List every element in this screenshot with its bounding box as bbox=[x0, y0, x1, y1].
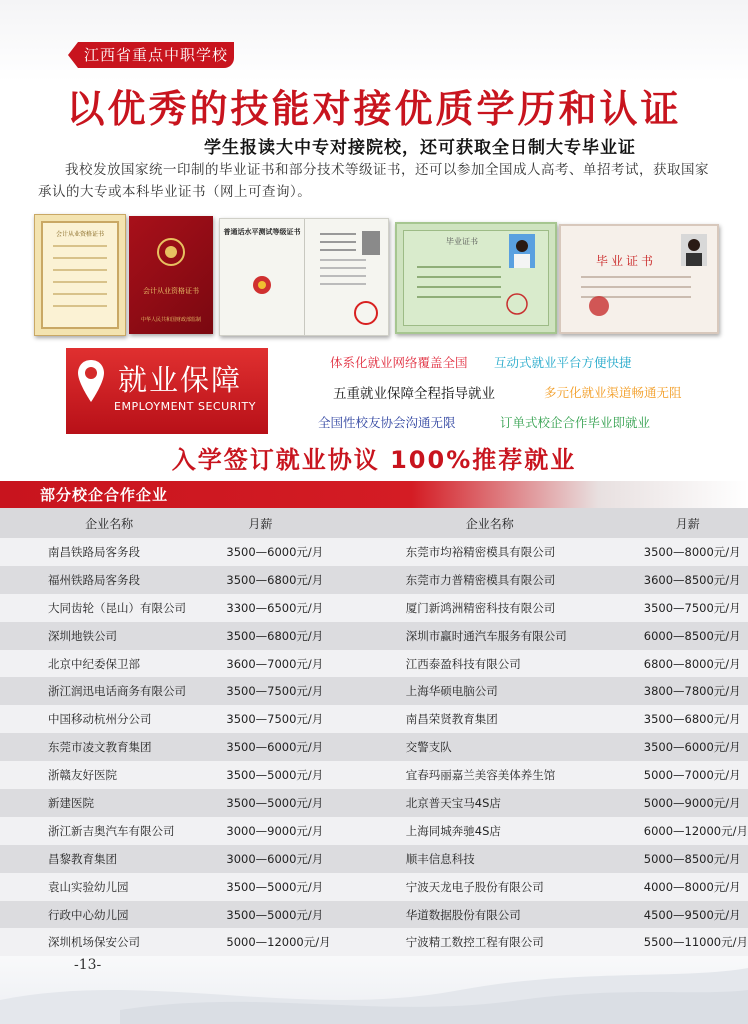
national-emblem-icon bbox=[220, 219, 388, 335]
table-row bbox=[0, 538, 748, 566]
table-row bbox=[0, 705, 748, 733]
certificate-mandarin-title: 普通话水平测试等级证书 bbox=[223, 228, 301, 236]
company-name-cell: 浙江润迅电话商务有限公司 bbox=[0, 677, 218, 705]
salary-cell: 3600—8500元/月 bbox=[636, 566, 748, 594]
company-name-cell: 东莞市均裕精密模具有限公司 bbox=[406, 538, 636, 566]
company-name-cell: 行政中心幼儿园 bbox=[0, 901, 218, 929]
certificate-graduation-green-title: 毕业证书 bbox=[446, 237, 478, 246]
company-name-cell: 厦门新鸿洲精密科技有限公司 bbox=[406, 594, 636, 622]
salary-cell: 3500—5000元/月 bbox=[218, 761, 405, 789]
header-company-name-left: 企业名称 bbox=[0, 508, 218, 538]
company-name-cell: 浙江新吉奥汽车有限公司 bbox=[0, 817, 218, 845]
table-row bbox=[0, 873, 748, 901]
company-name-cell: 福州铁路局客务段 bbox=[0, 566, 218, 594]
salary-cell: 3600—7000元/月 bbox=[218, 650, 405, 678]
partner-companies-table bbox=[0, 508, 748, 956]
table-row bbox=[0, 650, 748, 678]
company-name-cell: 江西泰盈科技有限公司 bbox=[406, 650, 636, 678]
company-name-cell: 浙赣友好医院 bbox=[0, 761, 218, 789]
company-name-cell: 交警支队 bbox=[406, 733, 636, 761]
feature-order-cooperation: 订单式校企合作毕业即就业 bbox=[500, 415, 651, 430]
salary-cell: 3500—5000元/月 bbox=[218, 873, 405, 901]
certificate-vocational-title: 会计从业资格证书 bbox=[55, 231, 104, 238]
salary-cell: 5000—7000元/月 bbox=[636, 761, 748, 789]
salary-cell: 3300—6500元/月 bbox=[218, 594, 405, 622]
salary-cell: 6800—8000元/月 bbox=[636, 650, 748, 678]
company-name-cell: 上海华硕电脑公司 bbox=[406, 677, 636, 705]
company-name-cell: 深圳市赢时通汽车服务有限公司 bbox=[406, 622, 636, 650]
certificate-graduation-red-title: 毕业证书 bbox=[595, 254, 656, 268]
company-name-cell: 大同齿轮（昆山）有限公司 bbox=[0, 594, 218, 622]
company-name-cell: 宁波天龙电子股份有限公司 bbox=[406, 873, 636, 901]
header-salary-right: 月薪 bbox=[636, 508, 748, 538]
salary-cell: 6000—12000元/月 bbox=[636, 817, 748, 845]
salary-cell: 3800—7800元/月 bbox=[636, 677, 748, 705]
certificate-accounting bbox=[129, 216, 213, 334]
certificate-accounting-title: 会计从业资格证书 bbox=[143, 287, 199, 295]
company-name-cell: 深圳地铁公司 bbox=[0, 622, 218, 650]
graduate-photo-icon bbox=[561, 226, 717, 332]
employment-slogan: 入学签订就业协议 100%推荐就业 bbox=[171, 446, 577, 474]
salary-cell: 3500—6800元/月 bbox=[636, 705, 748, 733]
salary-cell: 3000—9000元/月 bbox=[218, 817, 405, 845]
company-name-cell: 宁波精工数控工程有限公司 bbox=[406, 928, 636, 956]
salary-cell: 5000—12000元/月 bbox=[218, 928, 405, 956]
salary-cell: 5000—8500元/月 bbox=[636, 845, 748, 873]
certificate-graduation-red bbox=[559, 224, 719, 334]
header-company-name-right: 企业名称 bbox=[406, 508, 636, 538]
company-name-cell: 深圳机场保安公司 bbox=[0, 928, 218, 956]
employment-title-en: EMPLOYMENT SECURITY bbox=[114, 400, 256, 413]
company-name-cell: 中国移动杭州分公司 bbox=[0, 705, 218, 733]
company-name-cell: 南昌荣贤教育集团 bbox=[406, 705, 636, 733]
certificate-graduation-green bbox=[395, 222, 557, 334]
table-row bbox=[0, 566, 748, 594]
salary-cell: 5000—9000元/月 bbox=[636, 789, 748, 817]
company-name-cell: 新建医院 bbox=[0, 789, 218, 817]
feature-nationwide-network: 体系化就业网络覆盖全国 bbox=[330, 355, 468, 370]
employment-title-cn: 就业保障 bbox=[118, 363, 243, 397]
intro-paragraph: 我校发放国家统一印制的毕业证书和部分技术等级证书，还可以参加全国成人高考、单招考试，获取国家承认的大专或本科毕业证书（网上可查询）。 bbox=[38, 162, 709, 200]
salary-cell: 3500—6000元/月 bbox=[218, 538, 405, 566]
certificate-mandarin bbox=[219, 218, 389, 336]
decorative-swoosh bbox=[0, 960, 748, 1024]
location-pin-icon bbox=[76, 358, 106, 404]
certificate-vocational bbox=[34, 214, 126, 336]
table-row bbox=[0, 901, 748, 929]
table-row bbox=[0, 928, 748, 956]
salary-cell: 3500—7500元/月 bbox=[218, 677, 405, 705]
page-title: 以优秀的技能对接优质学历和认证 bbox=[66, 86, 682, 131]
table-row bbox=[0, 622, 748, 650]
company-name-cell: 南昌铁路局客务段 bbox=[0, 538, 218, 566]
feature-five-guarantees: 五重就业保障全程指导就业 bbox=[333, 386, 495, 402]
salary-cell: 3500—5000元/月 bbox=[218, 789, 405, 817]
salary-cell: 4000—8000元/月 bbox=[636, 873, 748, 901]
employment-security-banner bbox=[66, 348, 268, 434]
table-row bbox=[0, 845, 748, 873]
salary-cell: 6000—8500元/月 bbox=[636, 622, 748, 650]
salary-cell: 3500—6000元/月 bbox=[218, 733, 405, 761]
salary-cell: 3500—7500元/月 bbox=[218, 705, 405, 733]
salary-cell: 3500—6800元/月 bbox=[218, 566, 405, 594]
company-name-cell: 北京普天宝马4S店 bbox=[406, 789, 636, 817]
table-row bbox=[0, 789, 748, 817]
salary-cell: 4500—9500元/月 bbox=[636, 901, 748, 929]
table-row bbox=[0, 594, 748, 622]
salary-cell: 3500—7500元/月 bbox=[636, 594, 748, 622]
salary-cell: 5500—11000元/月 bbox=[636, 928, 748, 956]
table-row bbox=[0, 817, 748, 845]
company-name-cell: 上海同城奔驰4S店 bbox=[406, 817, 636, 845]
company-name-cell: 北京中纪委保卫部 bbox=[0, 650, 218, 678]
company-name-cell: 东莞市力普精密模具有限公司 bbox=[406, 566, 636, 594]
school-tag: 江西省重点中职学校 bbox=[78, 42, 234, 68]
salary-cell: 3500—8000元/月 bbox=[636, 538, 748, 566]
student-photo-icon bbox=[397, 224, 555, 332]
certificate-accounting-footer: 中华人民共和国财政部监制 bbox=[140, 317, 201, 323]
company-name-cell: 华道数据股份有限公司 bbox=[406, 901, 636, 929]
header-salary-left: 月薪 bbox=[218, 508, 405, 538]
table-row bbox=[0, 677, 748, 705]
page-subtitle: 学生报读大中专对接院校，还可获取全日制大专毕业证 bbox=[204, 138, 636, 158]
page-number: -13- bbox=[74, 957, 102, 973]
salary-cell: 3000—6000元/月 bbox=[218, 845, 405, 873]
feature-diverse-channels: 多元化就业渠道畅通无阻 bbox=[544, 385, 682, 400]
salary-cell: 3500—5000元/月 bbox=[218, 901, 405, 929]
company-name-cell: 昌黎教育集团 bbox=[0, 845, 218, 873]
table-row bbox=[0, 733, 748, 761]
feature-interactive-platform: 互动式就业平台方便快捷 bbox=[494, 355, 632, 370]
salary-cell: 3500—6000元/月 bbox=[636, 733, 748, 761]
company-name-cell: 东莞市凌文教育集团 bbox=[0, 733, 218, 761]
company-name-cell: 袁山实验幼儿园 bbox=[0, 873, 218, 901]
company-name-cell: 宜春玛丽嘉兰美容美体养生馆 bbox=[406, 761, 636, 789]
table-row bbox=[0, 761, 748, 789]
section-title: 部分校企合作企业 bbox=[40, 486, 169, 504]
table-header-row bbox=[0, 508, 748, 538]
feature-alumni-association: 全国性校友协会沟通无限 bbox=[318, 415, 456, 430]
company-name-cell: 顺丰信息科技 bbox=[406, 845, 636, 873]
salary-cell: 3500—6800元/月 bbox=[218, 622, 405, 650]
